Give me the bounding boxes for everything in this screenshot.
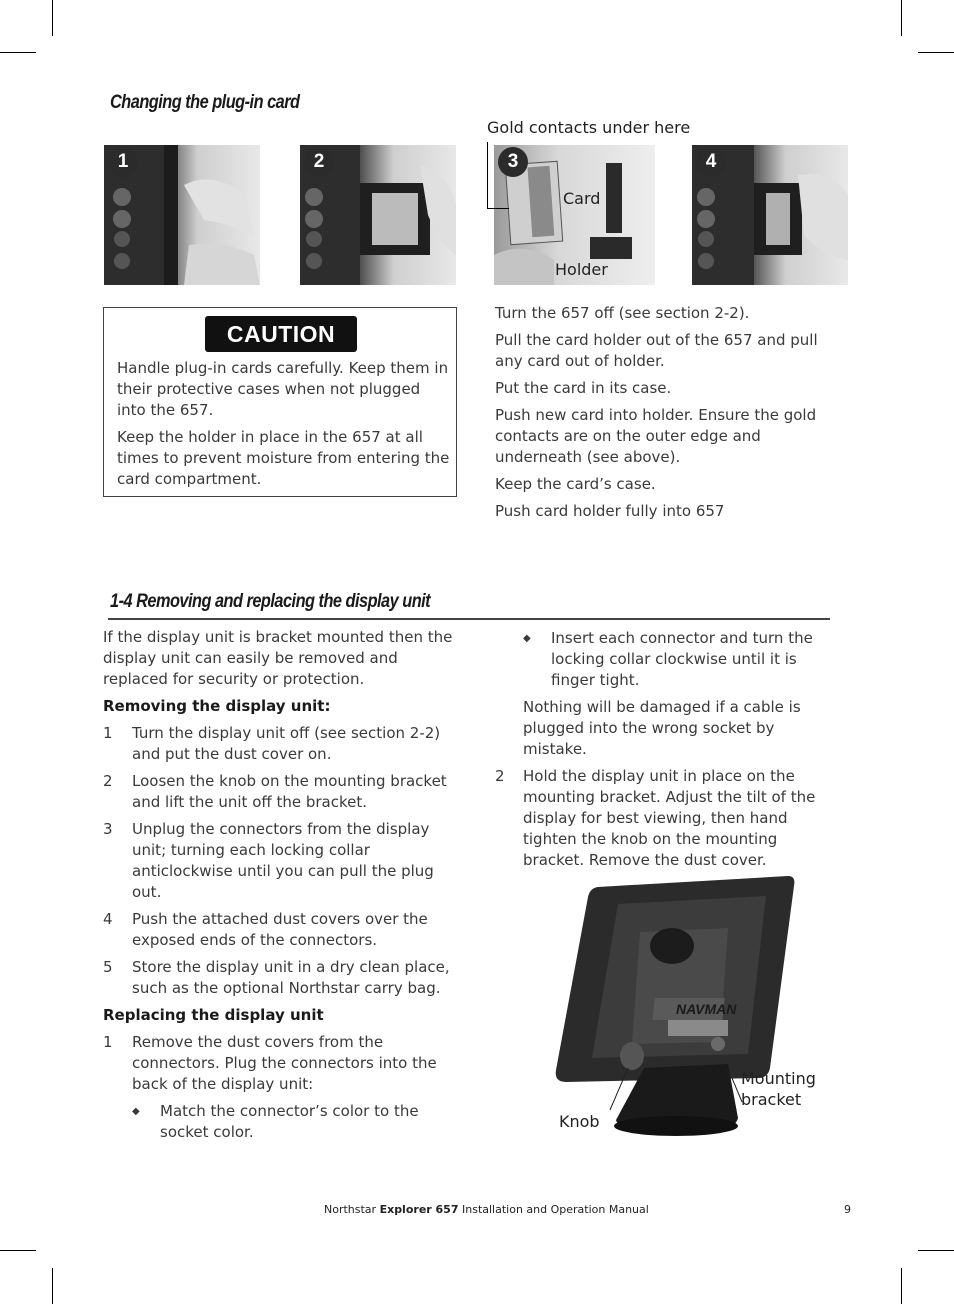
- plugin-instructions: [495, 303, 841, 528]
- intro-paragraph: If the display unit is bracket mounted then the display unit can easily be removed and replaced for security or protection.: [103, 628, 453, 688]
- instruction-line: Push card holder fully into 657: [495, 502, 725, 520]
- footer-model: Explorer 657: [379, 1203, 459, 1216]
- caution-label: CAUTION: [205, 316, 357, 352]
- instruction-line: Turn the 657 off (see section 2-2).: [495, 304, 750, 322]
- step-text: Remove the dust covers from the connectors. Plug the connectors into the back of the display unit:: [132, 1033, 437, 1093]
- callout-leader-line: [487, 208, 509, 209]
- step-number: 5: [103, 958, 113, 976]
- step-number: 2: [495, 767, 505, 785]
- caution-paragraph: Keep the holder in place in the 657 at all times to prevent moisture from entering the card compartment.: [117, 428, 450, 488]
- instruction-line: Pull the card holder out of the 657 and pull any card out of holder.: [495, 331, 818, 370]
- bullet-text: Match the connector’s color to the socket color.: [160, 1102, 419, 1141]
- instruction-line: Keep the card’s case.: [495, 475, 656, 493]
- bullet-item: [103, 1101, 461, 1143]
- step-text: Turn the display unit off (see section 2-2) and put the dust cover on.: [132, 724, 441, 763]
- crop-mark: [52, 0, 53, 36]
- crop-mark: [52, 1268, 53, 1304]
- heading-rule: [108, 618, 830, 620]
- knob-label: Knob: [559, 1112, 600, 1131]
- crop-mark: [901, 1268, 902, 1304]
- list-item: [495, 766, 841, 871]
- page-number: 9: [844, 1203, 851, 1216]
- bullet-icon: ◆: [523, 633, 531, 644]
- step-text: Push the attached dust covers over the exposed ends of the connectors.: [132, 910, 428, 949]
- gold-contacts-callout: Gold contacts under here: [487, 118, 691, 137]
- display-right-column: [495, 628, 841, 877]
- list-item: [103, 771, 461, 813]
- step-badge: 1: [108, 147, 138, 177]
- caution-text: [117, 358, 451, 496]
- display-left-column: [103, 627, 461, 1149]
- crop-mark: [0, 1250, 36, 1251]
- section-heading-display-unit: 1-4 Removing and replacing the display unit: [110, 591, 431, 612]
- step-number: 3: [103, 820, 113, 838]
- section-heading-plugin-card: Changing the plug-in card: [110, 92, 300, 113]
- list-item: [103, 1032, 461, 1095]
- holder-label: Holder: [555, 260, 608, 279]
- list-item: [103, 723, 461, 765]
- step-text: Store the display unit in a dry clean place, such as the optional Northstar carry bag.: [132, 958, 450, 997]
- step-text: Unplug the connectors from the display unit; turning each locking collar anticlockwise until you can pull the plug out.: [132, 820, 434, 901]
- footer-title: Installation and Operation Manual: [462, 1203, 649, 1216]
- instruction-line: Put the card in its case.: [495, 379, 672, 397]
- crop-mark: [901, 0, 902, 36]
- step-number: 2: [103, 772, 113, 790]
- removing-steps: [103, 723, 461, 999]
- step-text: Hold the display unit in place on the mounting bracket. Adjust the tilt of the display for best viewing, then hand tighten the knob on the mounting bracket. Remove the dust cover.: [523, 767, 816, 869]
- step-number: 1: [103, 724, 113, 742]
- removing-title: Removing the display unit:: [103, 697, 331, 715]
- crop-mark: [918, 52, 954, 53]
- step-number: 4: [103, 910, 113, 928]
- replacing-title: Replacing the display unit: [103, 1006, 324, 1024]
- caution-paragraph: Handle plug-in cards carefully. Keep them in their protective cases when not plugged into the 657.: [117, 359, 449, 419]
- step-badge: 4: [696, 147, 726, 177]
- bullet-icon: ◆: [132, 1106, 140, 1117]
- mounting-bracket-label: Mounting bracket: [741, 1069, 816, 1109]
- card-label: Card: [563, 189, 601, 208]
- bullet-item: [495, 628, 841, 691]
- list-item: [103, 819, 461, 903]
- crop-mark: [0, 52, 36, 53]
- photo-step-1: [104, 145, 260, 285]
- crop-mark: [918, 1250, 954, 1251]
- footer-text: [324, 1203, 649, 1216]
- step-number: 1: [103, 1033, 113, 1051]
- bullet-text: Insert each connector and turn the locking collar clockwise until it is finger tight.: [551, 629, 813, 689]
- step-badge: 2: [304, 147, 334, 177]
- list-item: [103, 957, 461, 999]
- callout-leader-line: [487, 142, 488, 208]
- navman-logo: NAVMAN: [676, 1001, 737, 1017]
- photo-step-3: [494, 145, 655, 285]
- footer-brand: Northstar: [324, 1203, 377, 1216]
- caution-box: [103, 307, 457, 497]
- instruction-line: Push new card into holder. Ensure the gold contacts are on the outer edge and underneath (see above).: [495, 406, 817, 466]
- display-unit-photo: [548, 872, 848, 1142]
- photo-step-4: [692, 145, 848, 285]
- step-badge: 3: [498, 147, 528, 177]
- note-paragraph: Nothing will be damaged if a cable is plugged into the wrong socket by mistake.: [523, 698, 801, 758]
- photo-step-2: [300, 145, 456, 285]
- step-text: Loosen the knob on the mounting bracket and lift the unit off the bracket.: [132, 772, 447, 811]
- list-item: [103, 909, 461, 951]
